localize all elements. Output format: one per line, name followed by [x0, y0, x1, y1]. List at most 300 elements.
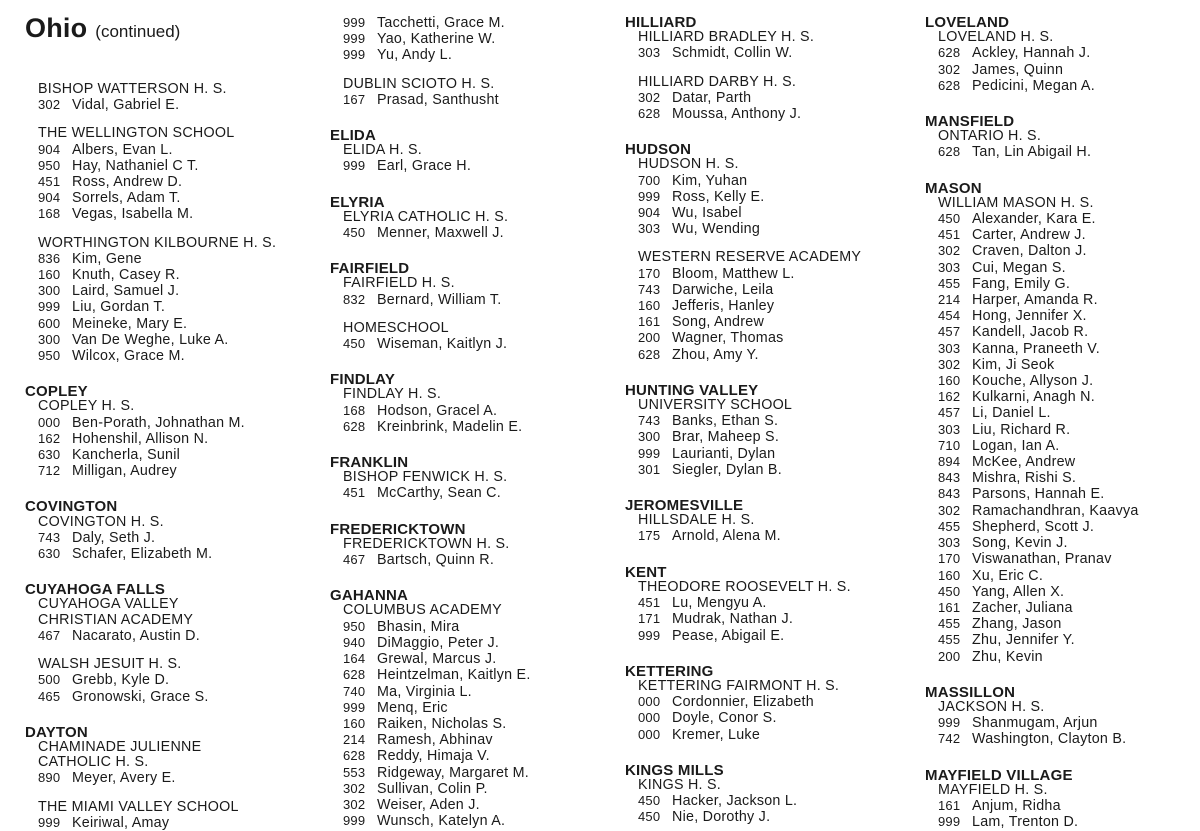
entry-row	[38, 415, 325, 431]
entry-name: Bloom, Matthew L.	[672, 265, 795, 282]
entry-row	[938, 308, 1197, 324]
school-block	[330, 537, 622, 568]
column-4	[925, 15, 1197, 830]
entry-number: 451	[638, 595, 661, 611]
city-header: JEROMESVILLE	[625, 497, 744, 515]
entry-row	[38, 206, 325, 222]
school-name: CHRISTIAN ACADEMY	[38, 611, 194, 628]
entry-name: Jefferis, Hanley	[672, 298, 775, 315]
city-header: KINGS MILLS	[625, 761, 724, 779]
city-header: COPLEY	[25, 383, 88, 401]
entry-name: Song, Kevin J.	[972, 535, 1068, 552]
entry-row	[938, 373, 1197, 389]
entry-row	[343, 552, 622, 568]
entry-row	[638, 809, 921, 825]
school-name: ONTARIO H. S.	[938, 128, 1042, 145]
school-name: HUDSON H. S.	[638, 156, 739, 173]
entry-number: 161	[938, 797, 961, 813]
school-block	[625, 30, 921, 61]
column-2	[330, 15, 622, 829]
city-group	[330, 455, 622, 502]
entry-row	[938, 715, 1197, 731]
entry-name: Ridgeway, Margaret M.	[377, 764, 529, 781]
entry-row	[343, 700, 622, 716]
school-name: CATHOLIC H. S.	[38, 754, 149, 771]
city-group	[330, 522, 622, 569]
entry-name: Kandell, Jacob R.	[972, 324, 1089, 341]
entry-name: Liu, Gordan T.	[72, 299, 166, 316]
entry-row	[638, 298, 921, 314]
city-header: CUYAHOGA FALLS	[25, 581, 166, 599]
entry-row	[38, 348, 325, 364]
school-block	[925, 783, 1197, 831]
entry-name: Hacker, Jackson L.	[672, 793, 798, 810]
entry-name: Harper, Amanda R.	[972, 292, 1098, 309]
school-name: CHAMINADE JULIENNE	[38, 738, 202, 755]
city-group	[625, 664, 921, 743]
entry-row	[638, 347, 921, 363]
entry-number: 000	[638, 694, 661, 710]
city-header: COVINGTON	[25, 498, 118, 516]
school-name: ELYRIA CATHOLIC H. S.	[343, 208, 509, 225]
entry-name: Sorrels, Adam T.	[72, 190, 181, 207]
entry-row	[38, 283, 325, 299]
entry-row	[38, 770, 325, 786]
school-block	[925, 196, 1197, 665]
city-group	[330, 15, 622, 108]
city-group	[625, 498, 921, 545]
entry-name: Nie, Dorothy J.	[672, 809, 771, 826]
entry-number: 167	[343, 91, 366, 107]
school-name: HILLIARD BRADLEY H. S.	[638, 29, 815, 46]
entry-row	[343, 684, 622, 700]
entry-name: Mudrak, Nathan J.	[672, 611, 794, 628]
entry-row	[38, 689, 325, 705]
entry-name: Keiriwal, Amay	[72, 814, 170, 831]
entry-row	[638, 528, 921, 544]
entry-number: 904	[38, 190, 61, 206]
entry-number: 999	[343, 813, 366, 829]
entry-row	[938, 814, 1197, 830]
entry-number: 161	[638, 314, 661, 330]
city-header: GAHANNA	[330, 587, 409, 605]
entry-number: 457	[938, 324, 961, 340]
entry-number: 450	[343, 225, 366, 241]
entry-number: 303	[638, 45, 661, 61]
entry-name: Bernard, William T.	[377, 291, 502, 308]
city-group	[330, 128, 622, 175]
city-header: MANSFIELD	[925, 113, 1015, 131]
entry-name: Lam, Trenton D.	[972, 814, 1079, 831]
entry-number: 214	[938, 292, 961, 308]
entry-number: 451	[343, 485, 366, 501]
entry-row	[638, 221, 921, 237]
entry-name: Schafer, Elizabeth M.	[72, 546, 213, 563]
entry-number: 162	[38, 430, 61, 446]
entry-name: Raiken, Nicholas S.	[377, 715, 507, 732]
entry-number: 950	[343, 618, 366, 634]
entry-number: 455	[938, 632, 961, 648]
entry-row	[638, 266, 921, 282]
entry-number: 999	[938, 814, 961, 830]
entry-name: Yao, Katherine W.	[377, 31, 496, 48]
entry-number: 000	[638, 710, 661, 726]
entry-name: Carter, Andrew J.	[972, 227, 1086, 244]
entry-number: 999	[343, 158, 366, 174]
entry-number: 302	[938, 61, 961, 77]
school-name: BISHOP WATTERSON H. S.	[38, 81, 227, 97]
school-name: BISHOP FENWICK H. S.	[343, 469, 508, 486]
entry-row	[938, 568, 1197, 584]
city-group	[25, 725, 325, 831]
entry-name: Logan, Ian A.	[972, 437, 1060, 454]
entry-name: Wunsch, Katelyn A.	[377, 813, 506, 830]
school-name: CUYAHOGA VALLEY	[38, 596, 179, 613]
entry-number: 999	[343, 31, 366, 47]
entry-number: 465	[38, 688, 61, 704]
entry-name: Moussa, Anthony J.	[672, 106, 802, 123]
city-group	[330, 588, 622, 829]
entry-number: 843	[938, 486, 961, 502]
entry-number: 302	[938, 243, 961, 259]
entry-number: 161	[938, 599, 961, 615]
entry-row	[38, 267, 325, 283]
entry-row	[938, 211, 1197, 227]
entry-number: 700	[638, 172, 661, 188]
city-group	[330, 261, 622, 352]
entry-name: Pease, Abigail E.	[672, 627, 785, 644]
entry-row	[343, 158, 622, 174]
entry-name: Wagner, Thomas	[672, 330, 784, 347]
entry-row	[38, 546, 325, 562]
entry-name: Zacher, Juliana	[972, 599, 1073, 616]
entry-row	[938, 422, 1197, 438]
entry-name: Kim, Ji Seok	[972, 356, 1055, 373]
entry-row	[343, 15, 622, 31]
school-name: ELIDA H. S.	[343, 142, 423, 159]
entry-number: 628	[638, 106, 661, 122]
entry-name: Laurianti, Dylan	[672, 445, 776, 462]
entry-name: Milligan, Audrey	[72, 463, 177, 480]
entry-number: 710	[938, 437, 961, 453]
entry-number: 214	[343, 732, 366, 748]
entry-number: 450	[343, 336, 366, 352]
entry-row	[38, 174, 325, 190]
city-header: MASSILLON	[925, 683, 1016, 701]
city-header: HUDSON	[625, 141, 692, 159]
entry-row	[343, 403, 622, 419]
entry-row	[938, 45, 1197, 61]
school-name: KINGS H. S.	[638, 776, 721, 793]
entry-row	[938, 276, 1197, 292]
entry-row	[38, 628, 325, 644]
entry-row	[638, 173, 921, 189]
entry-number: 742	[938, 731, 961, 747]
entry-name: Craven, Dalton J.	[972, 243, 1087, 260]
city-header: MASON	[925, 179, 982, 197]
entry-name: Kanna, Praneeth V.	[972, 340, 1100, 357]
entry-number: 200	[638, 330, 661, 346]
entry-row	[343, 419, 622, 435]
city-group	[625, 142, 921, 363]
entry-number: 450	[638, 809, 661, 825]
school-block	[25, 82, 325, 113]
entry-row	[343, 336, 622, 352]
entry-row	[938, 405, 1197, 421]
entry-number: 950	[38, 348, 61, 364]
state-title: Ohio	[25, 13, 88, 43]
entry-number: 303	[938, 535, 961, 551]
entry-row	[343, 619, 622, 635]
entry-row	[38, 97, 325, 113]
school-name: COPLEY H. S.	[38, 398, 135, 415]
entry-number: 999	[343, 15, 366, 30]
entry-row	[938, 551, 1197, 567]
entry-row	[38, 463, 325, 479]
school-block	[330, 276, 622, 307]
entry-row	[638, 694, 921, 710]
entry-name: Grewal, Marcus J.	[377, 651, 497, 668]
entry-number: 836	[38, 250, 61, 266]
school-name: MAYFIELD H. S.	[938, 781, 1048, 798]
entry-row	[938, 470, 1197, 486]
entry-name: Kulkarni, Anagh N.	[972, 389, 1095, 406]
entry-name: Zhu, Jennifer Y.	[972, 632, 1075, 649]
entry-number: 168	[38, 206, 61, 222]
school-name: THE WELLINGTON SCHOOL	[38, 125, 235, 142]
entry-row	[343, 92, 622, 108]
entry-row	[343, 765, 622, 781]
school-name: UNIVERSITY SCHOOL	[638, 397, 793, 414]
entry-row	[938, 731, 1197, 747]
entry-row	[938, 632, 1197, 648]
entry-name: Wilcox, Grace M.	[72, 348, 185, 365]
entry-number: 303	[938, 259, 961, 275]
entry-name: Heintzelman, Kaitlyn E.	[377, 667, 531, 684]
entry-number: 302	[343, 796, 366, 812]
city-header: FAIRFIELD	[330, 260, 410, 278]
entry-name: Doyle, Conor S.	[672, 710, 777, 727]
entry-number: 999	[38, 814, 61, 830]
entry-name: Ramachandhran, Kaavya	[972, 502, 1139, 519]
entry-name: Mishra, Rishi S.	[972, 470, 1077, 487]
entry-row	[638, 462, 921, 478]
entry-name: Menner, Maxwell J.	[377, 225, 504, 242]
entry-name: Wiseman, Kaitlyn J.	[377, 336, 508, 353]
entry-number: 628	[343, 418, 366, 434]
entry-name: Ross, Kelly E.	[672, 188, 765, 205]
entry-name: Albers, Evan L.	[72, 141, 173, 158]
entry-name: Cordonnier, Elizabeth	[672, 694, 814, 711]
school-name: THE MIAMI VALLEY SCHOOL	[38, 798, 239, 815]
entry-number: 600	[38, 315, 61, 331]
entry-name: Bhasin, Mira	[377, 618, 460, 635]
city-group	[625, 565, 921, 644]
city-group	[925, 685, 1197, 748]
school-name: THEODORE ROOSEVELT H. S.	[638, 578, 851, 595]
school-name: WALSH JESUIT H. S.	[38, 656, 182, 673]
entry-row	[343, 635, 622, 651]
entry-number: 455	[938, 518, 961, 534]
entry-row	[38, 672, 325, 688]
city-header: DAYTON	[25, 723, 88, 741]
entry-number: 500	[38, 672, 61, 688]
entry-number: 450	[638, 793, 661, 809]
entry-name: Siegler, Dylan B.	[672, 461, 782, 478]
entry-name: Meineke, Mary E.	[72, 315, 188, 332]
entry-row	[38, 447, 325, 463]
school-name: COVINGTON H. S.	[38, 513, 164, 530]
entry-number: 160	[638, 298, 661, 314]
entry-number: 175	[638, 528, 661, 544]
entry-name: Nacarato, Austin D.	[72, 627, 200, 644]
entry-name: Darwiche, Leila	[672, 281, 774, 298]
entry-number: 160	[343, 715, 366, 731]
entry-row	[343, 292, 622, 308]
entry-number: 170	[938, 551, 961, 567]
school-block	[925, 129, 1197, 160]
entry-number: 302	[638, 89, 661, 105]
school-block	[330, 77, 622, 108]
entry-row	[938, 600, 1197, 616]
school-block	[330, 470, 622, 501]
school-name: KETTERING FAIRMONT H. S.	[638, 677, 840, 694]
entry-row	[938, 389, 1197, 405]
city-group	[625, 383, 921, 478]
city-header: HUNTING VALLEY	[625, 381, 759, 399]
entry-name: Tacchetti, Grace M.	[377, 15, 505, 31]
city-group	[25, 82, 325, 364]
entry-number: 450	[938, 211, 961, 227]
entry-row	[938, 535, 1197, 551]
school-name: DUBLIN SCIOTO H. S.	[343, 75, 495, 92]
school-name: FREDERICKTOWN H. S.	[343, 535, 510, 552]
entry-number: 999	[638, 627, 661, 643]
entry-name: Ma, Virginia L.	[377, 683, 472, 700]
entry-number: 843	[938, 470, 961, 486]
entry-number: 999	[38, 299, 61, 315]
entry-number: 300	[38, 331, 61, 347]
school-name: LOVELAND H. S.	[938, 29, 1054, 46]
entry-row	[38, 815, 325, 831]
entry-row	[343, 716, 622, 732]
school-block	[925, 700, 1197, 748]
entry-number: 628	[638, 346, 661, 362]
entry-name: Laird, Samuel J.	[72, 283, 180, 300]
entry-name: Kancherla, Sunil	[72, 447, 181, 464]
entry-row	[638, 314, 921, 330]
entry-row	[638, 282, 921, 298]
city-group	[925, 181, 1197, 665]
entry-name: Washington, Clayton B.	[972, 731, 1127, 748]
entry-name: Menq, Eric	[377, 699, 448, 716]
entry-name: Xu, Eric C.	[972, 567, 1044, 584]
entry-number: 890	[38, 770, 61, 786]
entry-row	[938, 243, 1197, 259]
entry-number: 999	[638, 188, 661, 204]
entry-name: Ackley, Hannah J.	[972, 45, 1091, 62]
entry-name: Brar, Maheep S.	[672, 429, 780, 446]
entry-name: Shepherd, Scott J.	[972, 518, 1095, 535]
entry-row	[938, 649, 1197, 665]
entry-row	[38, 431, 325, 447]
school-name: WILLIAM MASON H. S.	[938, 194, 1094, 211]
entry-number: 454	[938, 308, 961, 324]
school-name: HILLIARD DARBY H. S.	[638, 73, 797, 90]
entry-name: Wu, Wending	[672, 221, 761, 238]
entry-row	[38, 299, 325, 315]
city-header: FREDERICKTOWN	[330, 520, 466, 538]
entry-name: Van De Weghe, Luke A.	[72, 331, 229, 348]
entry-number: 999	[343, 47, 366, 63]
entry-number: 950	[38, 157, 61, 173]
entry-name: Earl, Grace H.	[377, 158, 472, 175]
school-name: FAIRFIELD H. S.	[343, 275, 455, 292]
school-name: FINDLAY H. S.	[343, 386, 442, 403]
entry-name: Anjum, Ridha	[972, 797, 1061, 814]
entry-number: 455	[938, 616, 961, 632]
entry-row	[938, 324, 1197, 340]
entry-row	[938, 584, 1197, 600]
entry-name: Wu, Isabel	[672, 205, 742, 222]
entry-row	[938, 357, 1197, 373]
entry-number: 455	[938, 275, 961, 291]
entry-row	[343, 667, 622, 683]
entry-number: 162	[938, 389, 961, 405]
entry-name: Lu, Mengyu A.	[672, 595, 767, 612]
entry-row	[38, 142, 325, 158]
entry-number: 457	[938, 405, 961, 421]
entry-row	[343, 732, 622, 748]
city-group	[925, 114, 1197, 161]
school-name: WESTERN RESERVE ACADEMY	[638, 249, 862, 266]
entry-row	[938, 341, 1197, 357]
entry-number: 302	[938, 356, 961, 372]
entry-number: 302	[38, 97, 61, 113]
entry-row	[343, 485, 622, 501]
entry-row	[638, 595, 921, 611]
entry-name: Hay, Nathaniel C T.	[72, 157, 199, 174]
entry-row	[38, 332, 325, 348]
school-block	[625, 679, 921, 743]
entry-row	[638, 628, 921, 644]
entry-name: Weiser, Aden J.	[377, 796, 480, 813]
entry-number: 303	[638, 221, 661, 237]
entry-row	[638, 205, 921, 221]
entry-name: Zhou, Amy Y.	[672, 346, 759, 363]
entry-row	[938, 260, 1197, 276]
entry-row	[938, 292, 1197, 308]
school-name: HILLSDALE H. S.	[638, 512, 755, 529]
city-header: LOVELAND	[925, 14, 1010, 31]
entry-number: 940	[343, 634, 366, 650]
school-block	[625, 250, 921, 362]
entry-name: DiMaggio, Peter J.	[377, 634, 500, 651]
entry-number: 630	[38, 546, 61, 562]
entry-number: 160	[938, 567, 961, 583]
entry-number: 467	[38, 627, 61, 643]
entry-name: McCarthy, Sean C.	[377, 485, 501, 502]
city-group	[25, 499, 325, 562]
school-block	[625, 778, 921, 826]
city-group	[25, 384, 325, 479]
entry-row	[638, 189, 921, 205]
school-block	[625, 75, 921, 123]
entry-name: Ramesh, Abhinav	[377, 732, 493, 749]
school-name: JACKSON H. S.	[938, 698, 1045, 715]
school-block	[625, 513, 921, 544]
entry-name: Liu, Richard R.	[972, 421, 1071, 438]
